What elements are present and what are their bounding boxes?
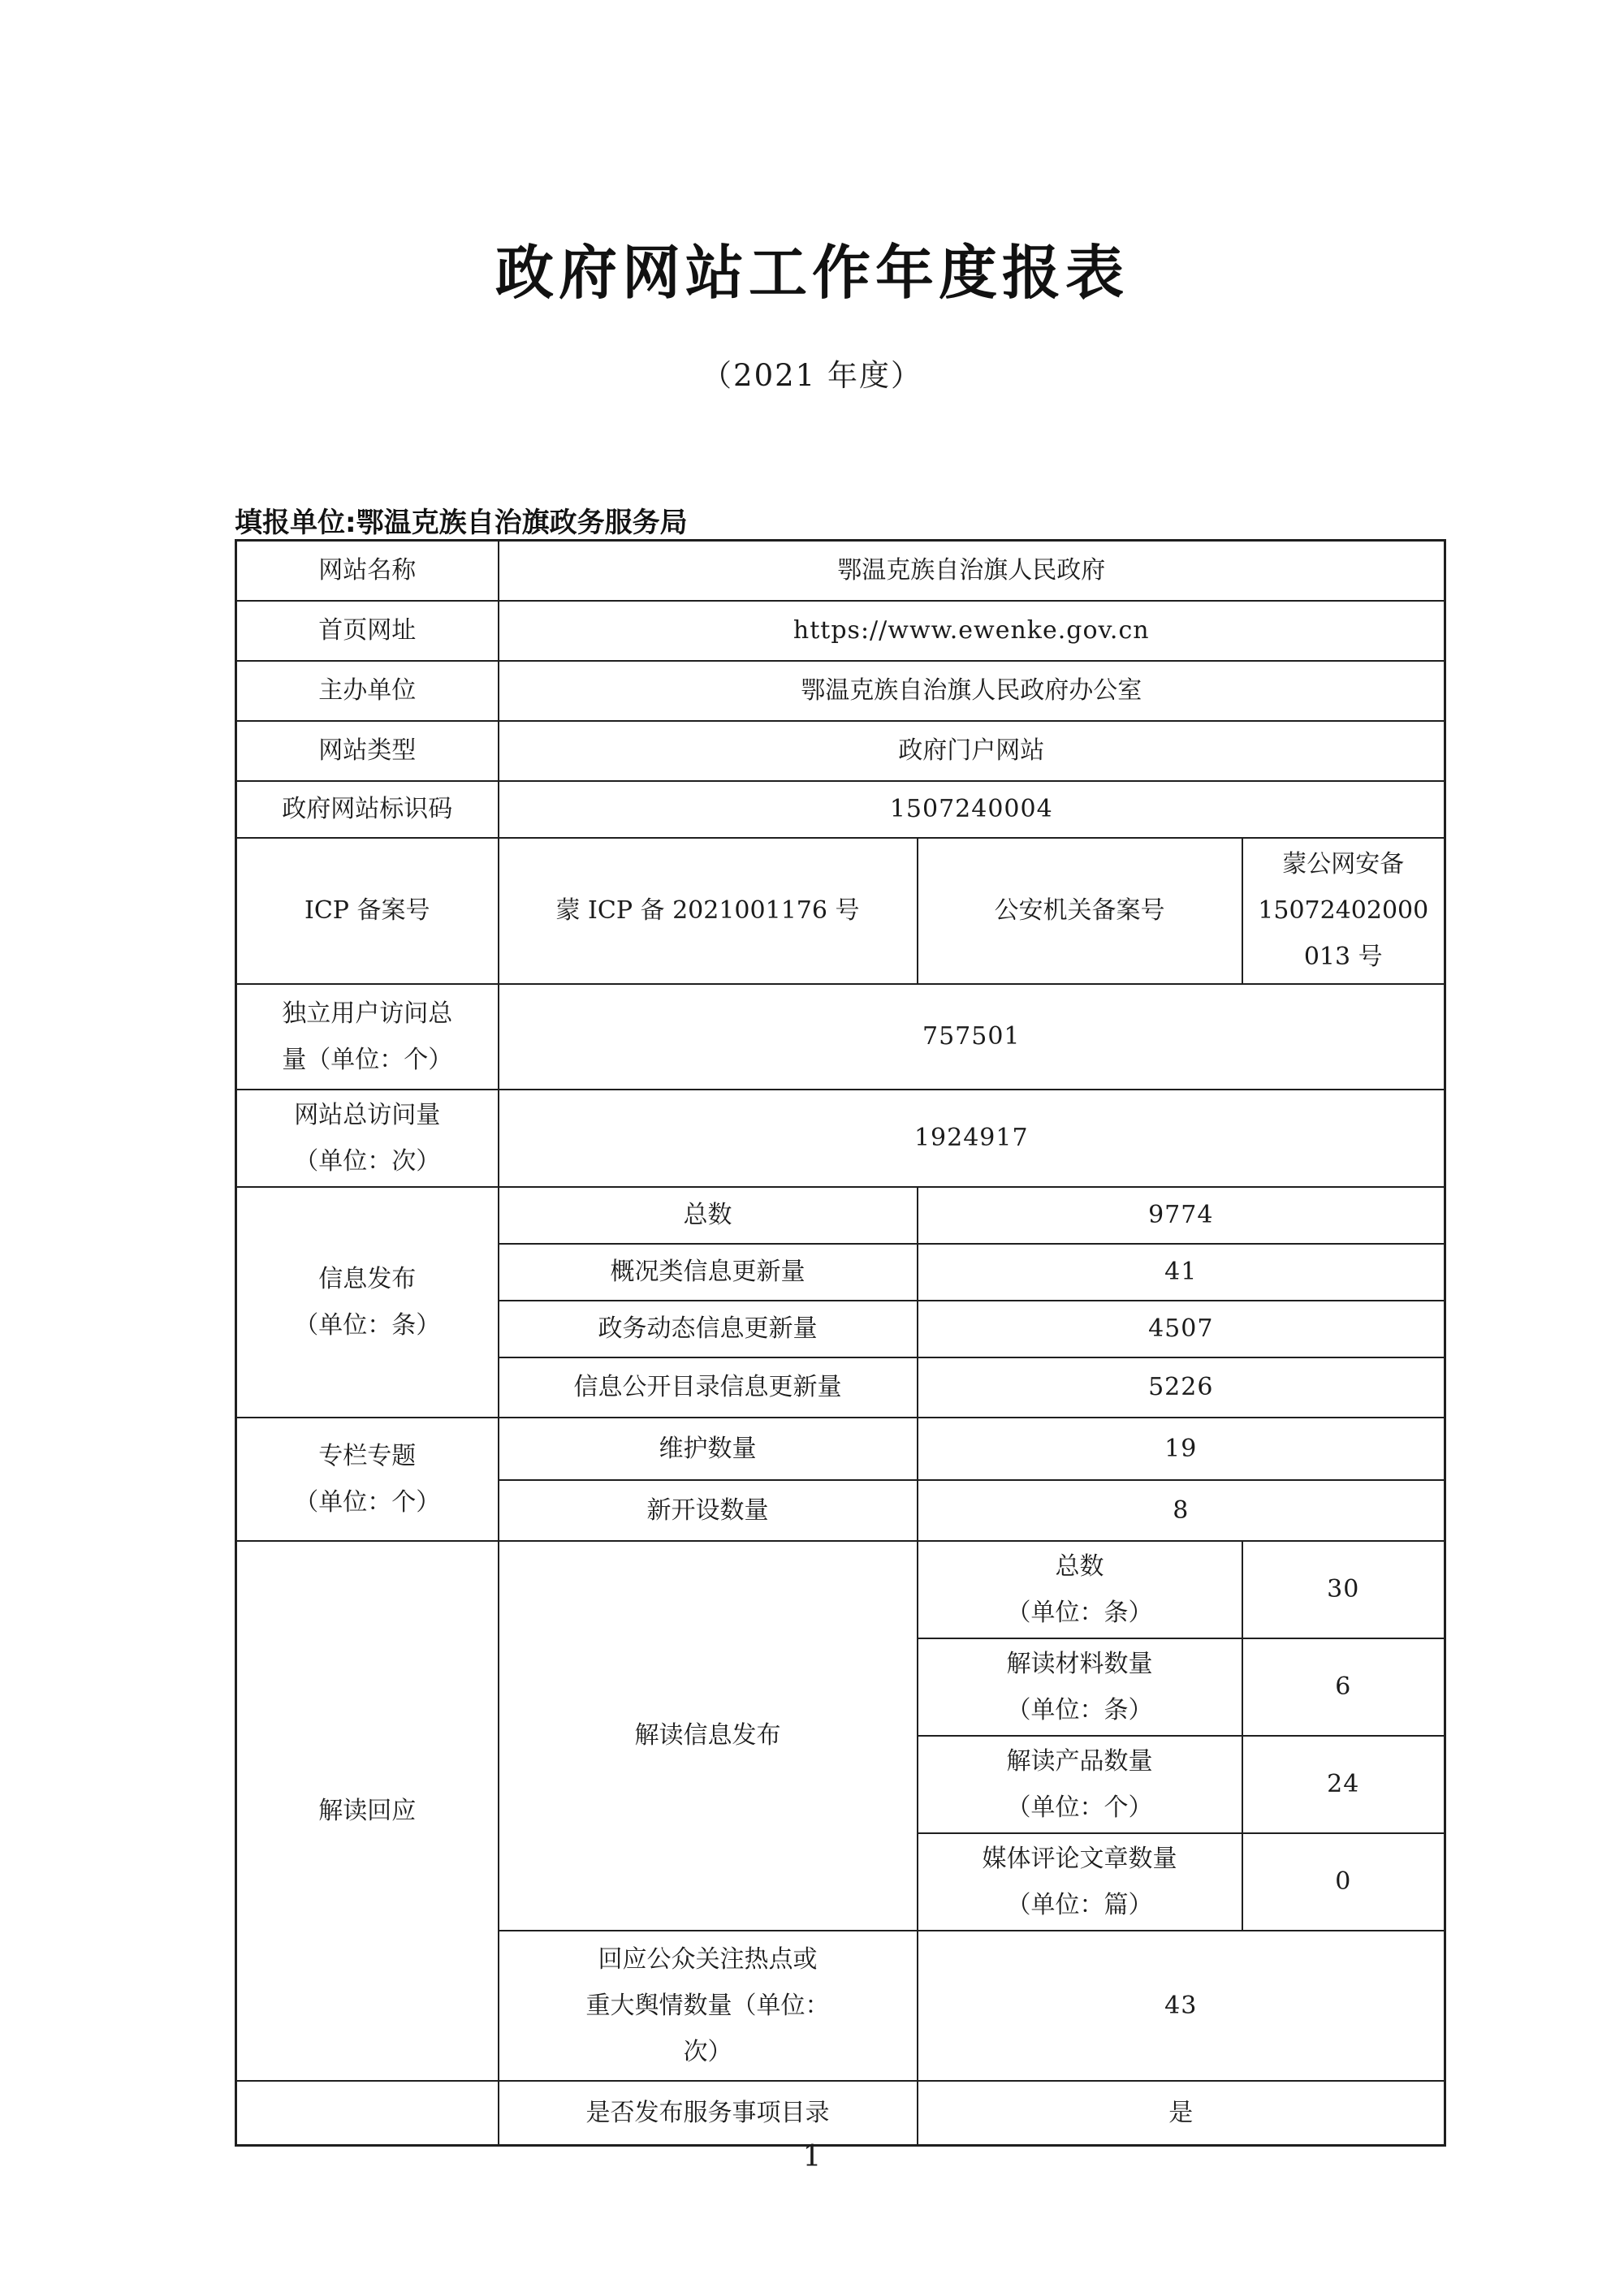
site-id-label: 政府网站标识码 [282,795,453,823]
site-name-value-cell [499,541,1445,601]
table-row-icp [236,838,1445,984]
info-overview-label: 概况类信息更新量 [610,1258,806,1286]
home-url-label-cell [236,601,499,661]
icp-value-cell [499,838,918,984]
home-url-value-cell [499,601,1445,661]
interpret-product-value-cell [1242,1736,1445,1833]
police-record-label: 公安机关备案号 [994,896,1165,925]
info-dynamic-label: 政务动态信息更新量 [598,1314,818,1343]
reporting-unit: 填报单位:鄂温克族自治旗政务服务局 [235,507,688,539]
interpret-section-label: 解读回应 [318,1796,417,1825]
column-new-label-cell [499,1480,918,1541]
column-maintained-label-cell [499,1418,918,1480]
interpret-material-value: 6 [1335,1672,1352,1701]
police-record-value-cell [1242,838,1445,984]
table-row-unique-visitors [236,984,1445,1090]
total-visits-label-cell [236,1090,499,1187]
site-id-value-cell [499,781,1445,838]
column-section-label-cell [236,1418,499,1541]
table-row-site-type [236,721,1445,781]
site-id-value: 1507240004 [889,795,1053,823]
interpret-media-value-cell [1242,1833,1445,1931]
column-maintained-value: 19 [1164,1434,1198,1463]
service-catalog-label-cell [499,2081,918,2146]
interpret-media-label-cell [918,1833,1242,1931]
info-section-label-line1: 信息发布 [318,1264,417,1293]
column-section-label-line1: 专栏专题 [318,1441,417,1470]
column-maintained-value-cell [918,1418,1445,1480]
info-catalog-value-cell [918,1357,1445,1418]
icp-label-cell [236,838,499,984]
interpret-product-label-line1: 解读产品数量 [1006,1746,1153,1776]
interpret-media-label-line1: 媒体评论文章数量 [982,1844,1177,1873]
table-row-site-name [236,541,1445,601]
interpret-material-label-line2: （单位：条） [1006,1695,1153,1724]
home-url-value: https://www.ewenke.gov.cn [793,616,1150,645]
unique-visitors-label-line2: 量（单位：个） [282,1045,453,1074]
total-visits-label-line1: 网站总访问量 [294,1100,441,1129]
info-dynamic-label-cell [499,1301,918,1357]
info-catalog-label-cell [499,1357,918,1418]
total-visits-value: 1924917 [914,1124,1029,1152]
unique-visitors-label-line1: 独立用户访问总 [282,999,453,1028]
organizer-label-cell [236,661,499,721]
column-maintained-label: 维护数量 [659,1434,757,1463]
interpret-total-value: 30 [1327,1575,1360,1603]
column-new-label: 新开设数量 [646,1495,769,1525]
interpret-total-label-line1: 总数 [1055,1552,1104,1581]
table-row-interpret-total [236,1541,1445,1638]
table-row-column-maintained [236,1418,1445,1480]
column-new-value: 8 [1173,1495,1190,1525]
interpret-publish-label-cell [499,1541,918,1931]
interpret-material-label-cell [918,1638,1242,1736]
document-title: 政府网站工作年度报表 [495,239,1129,307]
interpret-material-value-cell [1242,1638,1445,1736]
public-response-label-cell [499,1931,918,2081]
info-catalog-value: 5226 [1148,1373,1214,1401]
info-dynamic-value-cell [918,1301,1445,1357]
site-name-label: 网站名称 [318,556,417,585]
organizer-value: 鄂温克族自治旗人民政府办公室 [801,676,1142,705]
table-row-total-visits [236,1090,1445,1187]
police-record-value: 蒙公网安备 15072402000 013 号 [1258,850,1429,971]
interpret-media-value: 0 [1335,1867,1352,1896]
info-overview-value: 41 [1164,1258,1198,1286]
icp-label: ICP 备案号 [304,896,430,925]
info-section-label-line2: （单位：条） [294,1310,441,1340]
unique-visitors-value: 757501 [922,1022,1021,1051]
unique-visitors-value-cell [499,984,1445,1090]
site-id-label-cell [236,781,499,838]
site-type-value: 政府门户网站 [898,736,1045,765]
total-visits-label-line2: （单位：次） [294,1146,441,1176]
info-total-label: 总数 [683,1201,732,1229]
total-visits-value-cell [499,1090,1445,1187]
interpret-total-value-cell [1242,1541,1445,1638]
annual-report-table [235,539,1446,2147]
interpret-total-label-cell [918,1541,1242,1638]
site-name-value: 鄂温克族自治旗人民政府 [837,556,1106,585]
column-section-label-line2: （单位：个） [294,1487,441,1517]
info-total-value-cell [918,1187,1445,1244]
site-type-label: 网站类型 [318,736,417,765]
police-record-label-cell [918,838,1242,984]
info-overview-value-cell [918,1244,1445,1301]
info-total-label-cell [499,1187,918,1244]
icp-value: 蒙 ICP 备 2021001176 号 [555,896,860,925]
info-catalog-label: 信息公开目录信息更新量 [573,1373,842,1401]
unique-visitors-label-cell [236,984,499,1090]
table-row-home-url [236,601,1445,661]
public-response-label-line2: 重大舆情数量（单位： [585,1991,830,2020]
public-response-label-line3: 次） [683,2037,732,2066]
interpret-total-label-line2: （单位：条） [1006,1598,1153,1627]
table-row-organizer [236,661,1445,721]
site-name-label-cell [236,541,499,601]
table-row-service-catalog [236,2081,1445,2146]
site-type-value-cell [499,721,1445,781]
interpret-product-value: 24 [1327,1770,1360,1798]
info-section-label-cell [236,1187,499,1418]
interpret-product-label-line2: （单位：个） [1006,1793,1153,1822]
column-new-value-cell [918,1480,1445,1541]
info-total-value: 9774 [1148,1201,1214,1229]
service-catalog-value: 是 [1168,2098,1194,2127]
organizer-value-cell [499,661,1445,721]
service-catalog-value-cell [918,2081,1445,2146]
organizer-label: 主办单位 [318,676,417,705]
public-response-label-line1: 回应公众关注热点或 [598,1944,818,1974]
site-type-label-cell [236,721,499,781]
home-url-label: 首页网址 [318,616,417,645]
public-response-value: 43 [1164,1991,1198,2020]
table-row-site-id [236,781,1445,838]
interpret-publish-label: 解读信息发布 [634,1721,781,1750]
service-section-empty-cell [236,2081,499,2146]
public-response-value-cell [918,1931,1445,2081]
interpret-material-label-line1: 解读材料数量 [1006,1649,1153,1678]
table-row-info-total [236,1187,1445,1244]
interpret-product-label-cell [918,1736,1242,1833]
page-number: 1 [802,2140,822,2173]
document-subtitle: （2021 年度） [702,358,922,393]
interpret-section-label-cell [236,1541,499,2081]
info-overview-label-cell [499,1244,918,1301]
info-dynamic-value: 4507 [1148,1314,1214,1343]
interpret-media-label-line2: （单位：篇） [1006,1890,1153,1919]
service-catalog-label: 是否发布服务事项目录 [585,2098,830,2127]
